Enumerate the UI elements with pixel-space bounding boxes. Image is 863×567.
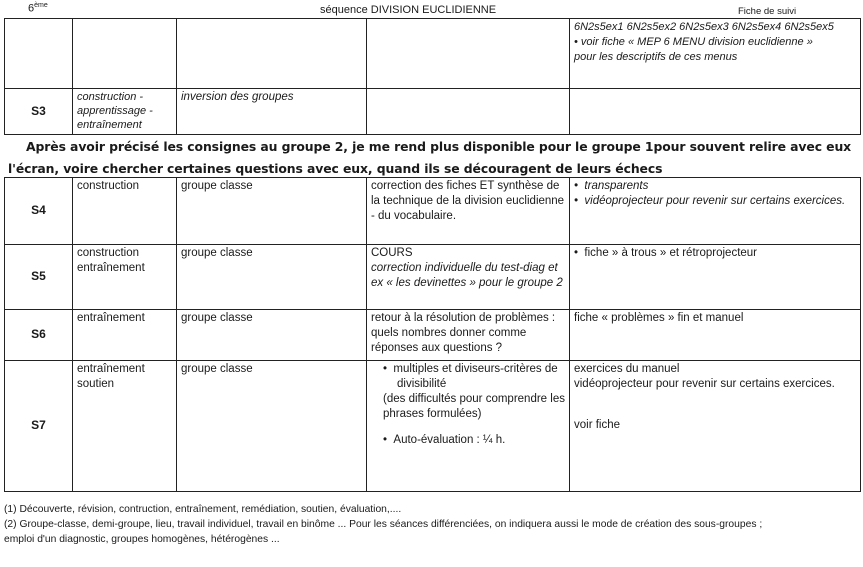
footnote: (1) Découverte, révision, contruction, entraînement, remédiation, soutien, évaluation,....	[4, 504, 402, 515]
content-item: • multiples et diviseurs-critères de divisibilité	[383, 363, 558, 390]
type-cell	[73, 19, 177, 89]
type-cell: construction	[73, 178, 177, 245]
tools-item: • fiche » à trous » et rétroprojecteur	[574, 247, 758, 259]
org-cell: groupe classe	[177, 361, 367, 492]
course-detail: correction individuelle du test-diag et ex « les devinettes » pour le groupe 2	[371, 262, 563, 289]
table-row	[5, 178, 861, 245]
tools-item: • transparents	[574, 180, 649, 192]
tools-cell: fiche « problèmes » fin et manuel	[570, 310, 861, 361]
tools-cell	[570, 178, 861, 245]
seq-cell	[5, 19, 73, 89]
content-cell	[367, 361, 570, 492]
main-table	[4, 177, 861, 492]
content-cell	[367, 89, 570, 135]
seq-label: S4	[5, 178, 73, 245]
org-cell: groupe classe	[177, 178, 367, 245]
footnote: emploi d'un diagnostic, groupes homogènes, hétérogènes ...	[4, 534, 280, 545]
sequence-title: séquence DIVISION EUCLIDIENNE	[320, 4, 497, 16]
content-item: • Auto-évaluation : ¼ h.	[383, 434, 506, 446]
content-note: (des difficultés pour comprendre les phrases formulées)	[383, 393, 565, 420]
type-cell: entraînement soutien	[73, 361, 177, 492]
class-level: 6ème	[28, 2, 48, 15]
course-label: COURS	[371, 247, 413, 259]
tools-item: • vidéoprojecteur pour revenir sur certains exercices.	[574, 195, 846, 207]
top-table	[4, 18, 861, 135]
footnotes	[4, 502, 860, 547]
content-cell	[367, 19, 570, 89]
sheet-label: Fiche de suivi	[738, 6, 797, 17]
table-row	[5, 361, 861, 492]
content-cell	[367, 245, 570, 310]
org-cell: groupe classe	[177, 310, 367, 361]
org-cell: inversion des groupes	[177, 89, 367, 135]
table-row	[5, 89, 861, 135]
seq-label: S3	[5, 89, 73, 135]
teacher-note	[8, 136, 860, 180]
type-cell: construction entraînement	[73, 245, 177, 310]
seq-label: S5	[5, 245, 73, 310]
seq-label: S7	[5, 361, 73, 492]
table-row	[5, 19, 861, 89]
tools-cell	[570, 19, 861, 89]
tools-cell	[570, 89, 861, 135]
type-cell: construction - apprentissage - entraînement	[73, 89, 177, 135]
menu-reference: • voir fiche « MEP 6 MENU division euclidienne »	[574, 36, 813, 48]
content-cell: retour à la résolution de problèmes : quels nombres donner comme réponses aux questions ?	[367, 310, 570, 361]
menu-description: pour les descriptifs de ces menus	[574, 51, 738, 63]
note-line: l'écran, voire chercher certaines questions avec eux, quand ils se découragent de leurs échecs	[8, 161, 663, 176]
exercise-codes: 6N2s5ex1 6N2s5ex2 6N2s5ex3 6N2s5ex4 6N2s5ex5	[574, 21, 834, 33]
footnote: (2) Groupe-classe, demi-groupe, lieu, travail individuel, travail en binôme ... Pour les séances différenciées, on indiquera aussi le mode de création des sous-groupes ;	[4, 519, 763, 530]
org-cell	[177, 19, 367, 89]
org-cell: groupe classe	[177, 245, 367, 310]
tools-cell	[570, 245, 861, 310]
table-row	[5, 245, 861, 310]
type-cell: entraînement	[73, 310, 177, 361]
seq-label: S6	[5, 310, 73, 361]
table-row	[5, 310, 861, 361]
content-cell: correction des fiches ET synthèse de la technique de la division euclidienne - du vocabulaire.	[367, 178, 570, 245]
note-line: Après avoir précisé les consignes au groupe 2, je me rend plus disponible pour le groupe 1pour souvent relire avec eux	[26, 139, 852, 154]
tools-cell: exercices du manuel vidéoprojecteur pour revenir sur certains exercices. voir fiche	[570, 361, 861, 492]
